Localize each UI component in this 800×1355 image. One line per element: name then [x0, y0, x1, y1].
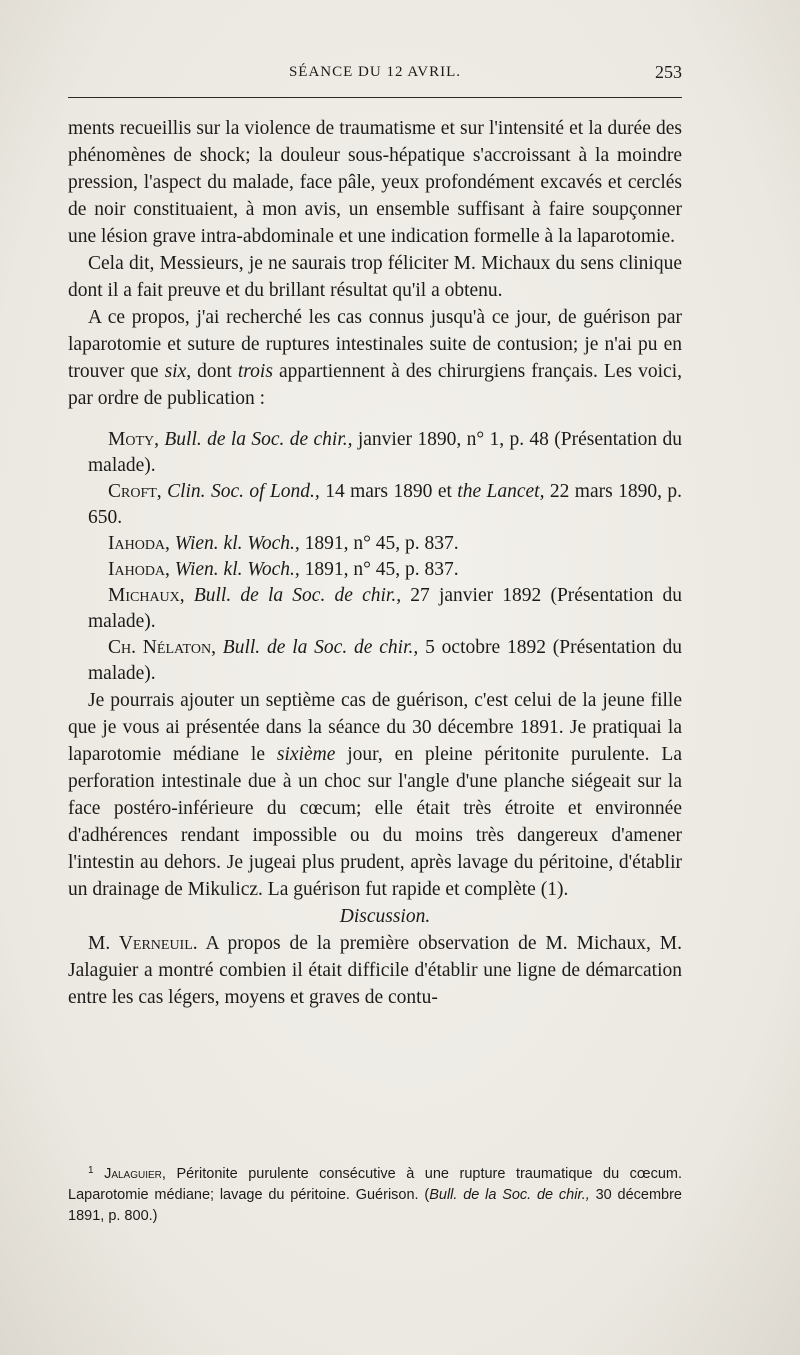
footnote-mark: 1: [88, 1165, 94, 1176]
reference-list: [68, 427, 682, 687]
running-title: SÉANCE DU 12 AVRIL.: [288, 64, 462, 80]
reference-item: Croft, Clin. Soc. of Lond., 14 mars 1890 et the Lancet, 22 mars 1890, p. 650.: [88, 481, 683, 528]
page-header: [68, 60, 682, 90]
header-rule: [68, 97, 682, 98]
paragraph-5: M. Verneuil. A propos de la première observation de M. Michaux, M. Jalaguier a montré combien il était difficile d'établir une ligne de démarcation entre les cas légers, moyens et graves de contu-: [68, 933, 682, 1008]
paragraph-2: Cela dit, Messieurs, je ne saurais trop féliciter M. Michaux du sens clinique dont il a fait preuve et du brillant résultat qu'il a obtenu.: [68, 253, 682, 301]
reference-item: Ch. Nélaton, Bull. de la Soc. de chir., 5 octobre 1892 (Présentation du malade).: [88, 637, 682, 684]
footnote-text: $^1$ Jalaguier, Péritonite purulente consécutive à une rupture traumatique du cœcum. Laparotomie médiane; lavage du péritoine. Guérison. (Bull. de la Soc. de chir., 30 décembre 1891, p. 800.): [68, 1165, 683, 1224]
reference-item: Moty, Bull. de la Soc. de chir., janvier 1890, n° 1, p. 48 (Présentation du malade).: [88, 429, 683, 476]
paragraph-1: ments recueillis sur la violence de traumatisme et sur l'intensité et la durée des phénomènes de shock; la douleur sous-hépatique s'accroissant à la moindre pression, l'aspect du malade, face pâle, yeux profondément excavés et cerclés de noir constituaient, à mon avis, un ensemble suffisant à faire soupçonner une lésion grave intra-abdominale et une indication formelle à la laparotomie.: [68, 118, 682, 247]
page-number: 253: [655, 62, 682, 82]
paragraph-3: A ce propos, j'ai recherché les cas connus jusqu'à ce jour, de guérison par laparotomie et suture de ruptures intestinales suite de contusion; je n'ai pu en trouver que six, dont trois appartiennent à des chirurgiens français. Les voici, par ordre de publication :: [68, 307, 682, 409]
paragraph-4: Je pourrais ajouter un septième cas de guérison, c'est celui de la jeune fille que je vous ai présentée dans la séance du 30 décembre 1891. Je pratiquai la laparotomie médiane le sixième jour, en pleine péritonite purulente. La perforation intestinale due à un choc sur l'angle d'une planche siégeait sur la face postéro-inférieure du cœcum; elle était très étroite et environnée d'adhérences rendant impossible ou du moins très dangereux d'amener l'intestin au dehors. Je jugeai plus prudent, après lavage du péritoine, d'établir un drainage de Mikulicz. La guérison fut rapide et complète (1).: [68, 690, 682, 900]
reference-item: Iahoda, Wien. kl. Woch., 1891, n° 45, p. 837.: [108, 533, 459, 554]
reference-item: Michaux, Bull. de la Soc. de chir., 27 janvier 1892 (Présentation du malade).: [88, 585, 683, 632]
section-heading: Discussion.: [339, 906, 431, 927]
body-text: [68, 115, 682, 1011]
reference-item: Iahoda, Wien. kl. Woch., 1891, n° 45, p. 837.: [108, 559, 459, 580]
speaker-name: M. Verneuil.: [88, 933, 198, 954]
footnote: [68, 1160, 682, 1227]
